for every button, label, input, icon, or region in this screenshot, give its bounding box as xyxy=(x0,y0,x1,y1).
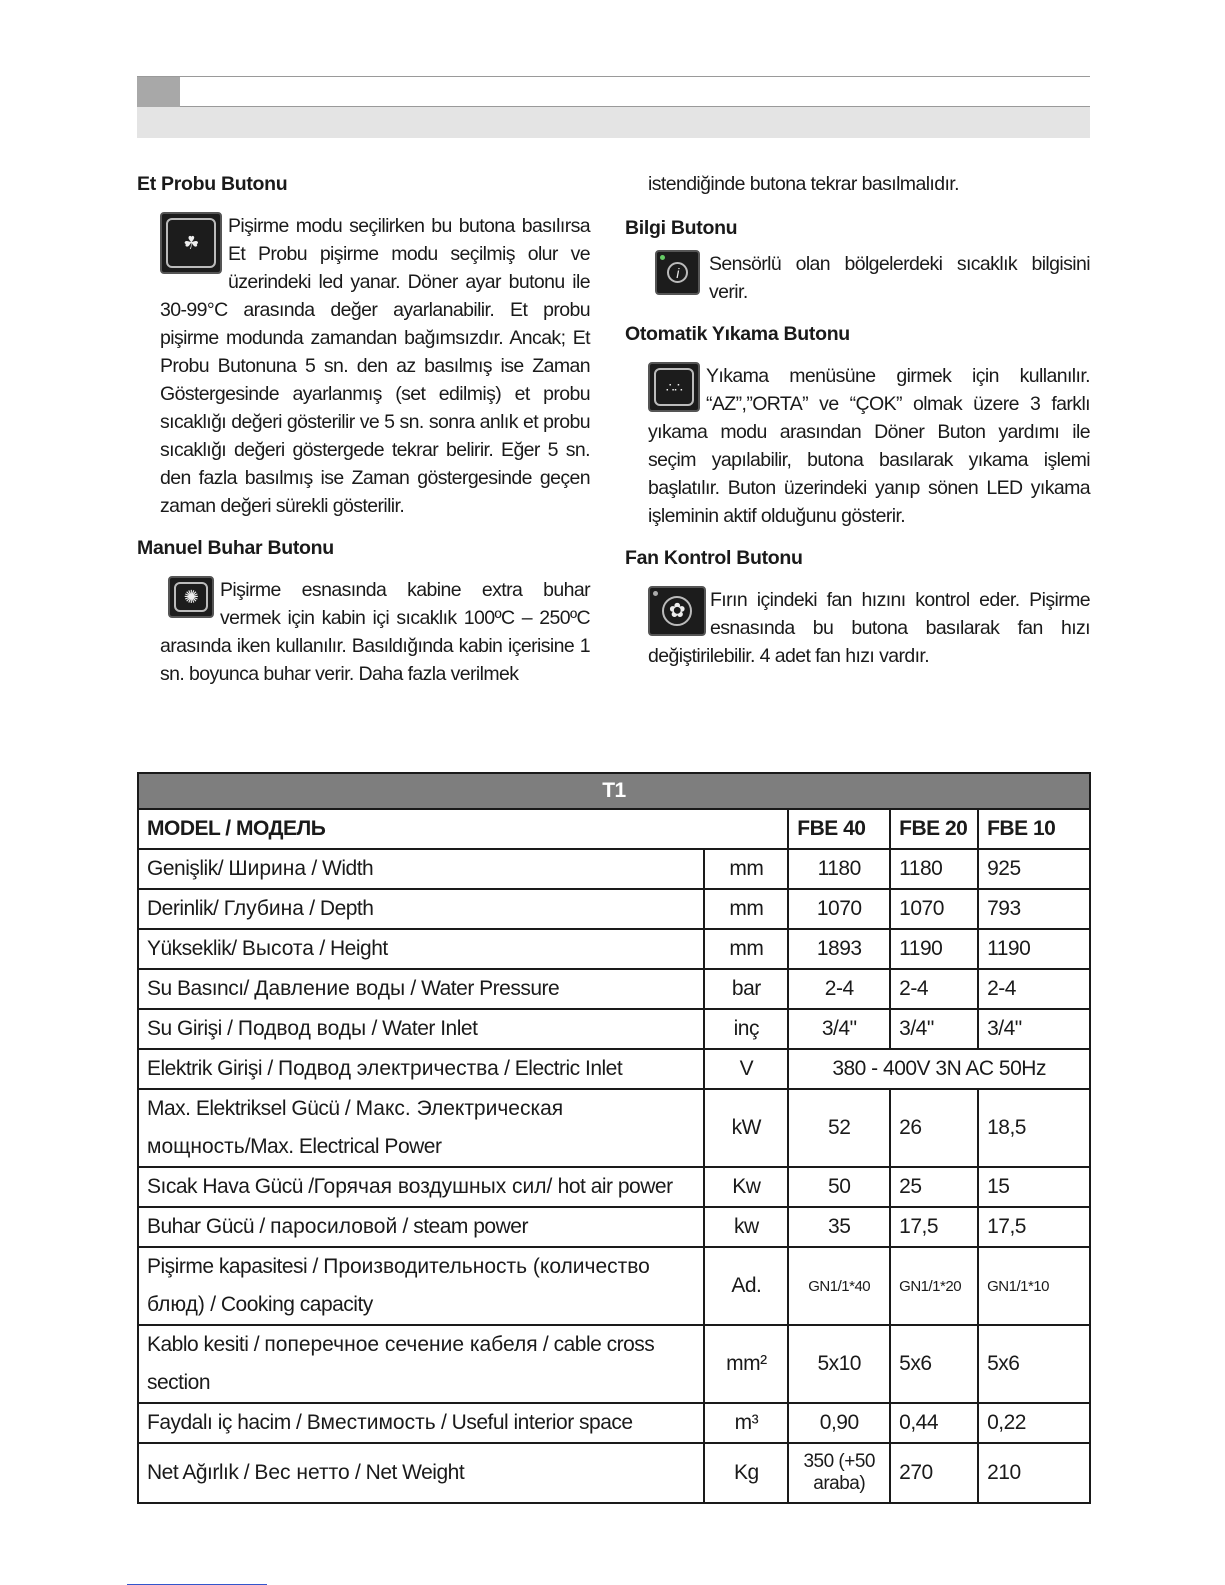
spec-unit: m³ xyxy=(704,1403,788,1443)
table-row xyxy=(138,1049,1090,1089)
steam-button-text: Pişirme esnasında kabine extra buhar vermek için kabin içi sıcaklık 100ºC – 250ºC arasında iken kullanılır. Basıldığında kabin içerisine 1 sn. boyunca buhar verir. Daha fazla verilmek xyxy=(160,579,590,685)
spec-label-tr: Max. Elektriksel Gücü / xyxy=(147,1097,356,1120)
spec-value-fbe40: 5x10 xyxy=(788,1325,890,1403)
spec-value-fbe10: 2-4 xyxy=(978,969,1090,1009)
spec-label xyxy=(138,929,704,969)
wash-button-text: Yıkama menüsüne girmek için kullanılır. “AZ”,”ORTA” ve “ÇOK” olmak üzere 3 farklı yıkama modu arasından Döner Buton yardımı ile seçim yapılabilir, butona basılarak yıkama işlemi başlatılır. Buton üzerindeki yanıp sönen LED yıkama işleminin aktif olduğunu gösterir. xyxy=(648,365,1090,527)
table-row xyxy=(138,1403,1090,1443)
spec-label-ru: Подвод электричества xyxy=(278,1057,499,1080)
steam-spray-icon: ✺ xyxy=(168,576,214,618)
spec-value-fbe20: 1190 xyxy=(890,929,978,969)
steam-button-heading: Manuel Buhar Butonu xyxy=(137,537,334,559)
spec-label-ru: Макс. Электрическая мощность xyxy=(147,1097,564,1158)
wash-button-description xyxy=(648,362,1090,530)
spec-label-en: / Useful interior space xyxy=(435,1411,633,1434)
spec-unit: kW xyxy=(704,1089,788,1167)
spec-value-fbe10: 5x6 xyxy=(978,1325,1090,1403)
spec-unit: mm xyxy=(704,889,788,929)
probe-button-description xyxy=(160,212,590,520)
spec-rows xyxy=(138,849,1090,1503)
spec-label-tr: Faydalı iç hacim / xyxy=(147,1411,307,1434)
table-row xyxy=(138,1009,1090,1049)
spec-label-ru: Глубина xyxy=(223,897,304,920)
table-row xyxy=(138,1207,1090,1247)
spec-value-fbe20: 17,5 xyxy=(890,1207,978,1247)
spec-label xyxy=(138,1325,704,1403)
spec-value-fbe20: 26 xyxy=(890,1089,978,1167)
spec-label-en: / Width xyxy=(306,857,374,880)
spec-label xyxy=(138,889,704,929)
table-title: T1 xyxy=(138,773,1090,809)
spec-label-tr: Elektrik Girişi / xyxy=(147,1057,279,1080)
spec-label xyxy=(138,1403,704,1443)
spec-unit: Ad. xyxy=(704,1247,788,1325)
fan-button-text: Fırın içindeki fan hızını kontrol eder. Pişirme esnasında bu butona basılarak fan hızı değiştirilebilir. 4 adet fan hızı vardır. xyxy=(648,589,1090,667)
table-row xyxy=(138,1325,1090,1403)
spec-value-fbe20: 1180 xyxy=(890,849,978,889)
spec-label-ru: Производительность (количество блюд) xyxy=(147,1255,650,1316)
spec-label xyxy=(138,1089,704,1167)
spec-label-tr: Yükseklik/ xyxy=(147,937,242,960)
spec-unit: inç xyxy=(704,1009,788,1049)
table-title-row xyxy=(138,773,1090,809)
spec-label xyxy=(138,1049,704,1089)
model-header: MODEL / МОДЕЛЬ xyxy=(138,809,788,849)
table-row xyxy=(138,1247,1090,1325)
spec-label-en: / Water Inlet xyxy=(366,1017,478,1040)
spec-value-fbe40: 3/4" xyxy=(788,1009,890,1049)
spec-label-en: hot air power xyxy=(552,1175,673,1198)
spec-label xyxy=(138,969,704,1009)
auto-wash-icon: ∴∴ xyxy=(648,362,700,412)
probe-button-heading: Et Probu Butonu xyxy=(137,173,288,195)
steam-continued-text: istendiğinde butona tekrar basılmalıdır. xyxy=(648,173,959,195)
model-fbe20: FBE 20 xyxy=(890,809,978,849)
spec-label xyxy=(138,1207,704,1247)
spec-unit: kw xyxy=(704,1207,788,1247)
spec-label-tr: Sıcak Hava Gücü / xyxy=(147,1175,314,1198)
spec-label xyxy=(138,1167,704,1207)
meat-probe-icon: ☘ xyxy=(160,212,222,274)
spec-value-fbe40: 52 xyxy=(788,1089,890,1167)
spec-value-fbe40: 1070 xyxy=(788,889,890,929)
spec-label-en: / cable cross section xyxy=(147,1333,655,1394)
table-row xyxy=(138,1167,1090,1207)
spec-label-tr: Su Girişi / xyxy=(147,1017,238,1040)
spec-label-tr: Kablo kesiti / xyxy=(147,1333,265,1356)
spec-value-fbe40: 35 xyxy=(788,1207,890,1247)
spec-unit: Kg xyxy=(704,1443,788,1503)
spec-value-fbe40: 1180 xyxy=(788,849,890,889)
table-row xyxy=(138,929,1090,969)
spec-value-fbe20: 25 xyxy=(890,1167,978,1207)
left-column xyxy=(137,170,590,688)
spec-label-en: / Height xyxy=(314,937,388,960)
spec-label-en: / Depth xyxy=(303,897,374,920)
spec-label-ru: Горячая воздушных сил/ xyxy=(313,1175,553,1198)
spec-unit: bar xyxy=(704,969,788,1009)
spec-label-ru: Вес нетто xyxy=(254,1461,350,1484)
spec-value-fbe10: 0,22 xyxy=(978,1403,1090,1443)
table-row xyxy=(138,1443,1090,1503)
spec-value-fbe10: 793 xyxy=(978,889,1090,929)
table-row xyxy=(138,969,1090,1009)
spec-value-fbe20: 270 xyxy=(890,1443,978,1503)
spec-value-fbe10: 15 xyxy=(978,1167,1090,1207)
spec-value-fbe10: 18,5 xyxy=(978,1089,1090,1167)
spec-value-all: 380 - 400V 3N AC 50Hz xyxy=(788,1049,1090,1089)
spec-unit: V xyxy=(704,1049,788,1089)
spec-value-fbe40: GN1/1*40 xyxy=(788,1247,890,1325)
table-row xyxy=(138,1089,1090,1167)
header-band xyxy=(137,107,1090,138)
spec-label-ru: Ширина xyxy=(228,857,307,880)
table-header-row xyxy=(138,809,1090,849)
table-row xyxy=(138,889,1090,929)
spec-label-en: / steam power xyxy=(397,1215,528,1238)
spec-label xyxy=(138,1443,704,1503)
fan-button-description xyxy=(648,586,1090,670)
wash-button-heading: Otomatik Yıkama Butonu xyxy=(625,323,850,345)
spec-label-tr: Derinlik/ xyxy=(147,897,224,920)
spec-value-fbe10: GN1/1*10 xyxy=(978,1247,1090,1325)
spec-label-ru: Давление воды xyxy=(254,977,406,1000)
spec-value-fbe10: 3/4" xyxy=(978,1009,1090,1049)
spec-label-en: / Net Weight xyxy=(349,1461,465,1484)
fan-button-heading: Fan Kontrol Butonu xyxy=(625,547,803,569)
spec-value-fbe10: 210 xyxy=(978,1443,1090,1503)
steam-button-description xyxy=(160,576,590,688)
fan-icon: ✿ xyxy=(648,586,706,636)
spec-label-ru: паросиловой xyxy=(270,1215,398,1238)
model-fbe10: FBE 10 xyxy=(978,809,1090,849)
spec-value-fbe20: 5x6 xyxy=(890,1325,978,1403)
spec-label-tr: Su Basıncı/ xyxy=(147,977,255,1000)
spec-value-fbe10: 1190 xyxy=(978,929,1090,969)
spec-value-fbe20: 2-4 xyxy=(890,969,978,1009)
spec-value-fbe20: GN1/1*20 xyxy=(890,1247,978,1325)
spec-value-fbe20: 3/4" xyxy=(890,1009,978,1049)
spec-label-en: / Cooking capacity xyxy=(204,1293,373,1316)
spec-unit: mm² xyxy=(704,1325,788,1403)
spec-label xyxy=(138,849,704,889)
spec-value-fbe40: 1893 xyxy=(788,929,890,969)
info-icon: i xyxy=(655,250,700,295)
info-button-heading: Bilgi Butonu xyxy=(625,217,738,239)
spec-unit: Kw xyxy=(704,1167,788,1207)
spec-unit: mm xyxy=(704,929,788,969)
info-button-description xyxy=(655,250,1090,306)
spec-label-tr: Pişirme kapasitesi / xyxy=(147,1255,324,1278)
spec-label-ru: Подвод воды xyxy=(237,1017,367,1040)
header-rule-top xyxy=(137,76,1090,77)
spec-label-tr: Net Ağırlık / xyxy=(147,1461,255,1484)
spec-value-fbe40: 0,90 xyxy=(788,1403,890,1443)
spec-label-ru: поперечное сечение кабеля xyxy=(264,1333,538,1356)
spec-value-fbe40: 350 (+50 araba) xyxy=(788,1443,890,1503)
spec-value-fbe20: 1070 xyxy=(890,889,978,929)
spec-label-en: / Electric Inlet xyxy=(498,1057,623,1080)
spec-value-fbe10: 17,5 xyxy=(978,1207,1090,1247)
spec-unit: mm xyxy=(704,849,788,889)
spec-label xyxy=(138,1247,704,1325)
spec-label-ru: Высота xyxy=(241,937,314,960)
table-row xyxy=(138,849,1090,889)
right-column xyxy=(625,170,1090,670)
spec-value-fbe20: 0,44 xyxy=(890,1403,978,1443)
spec-value-fbe40: 50 xyxy=(788,1167,890,1207)
spec-label xyxy=(138,1009,704,1049)
header-section-marker xyxy=(137,77,180,107)
spec-table xyxy=(137,772,1091,1504)
spec-label-ru: Вместимость xyxy=(306,1411,436,1434)
spec-label-tr: Genişlik/ xyxy=(147,857,229,880)
spec-value-fbe10: 925 xyxy=(978,849,1090,889)
info-button-text: Sensörlü olan bölgelerdeki sıcaklık bilgisini verir. xyxy=(709,253,1090,303)
model-fbe40: FBE 40 xyxy=(788,809,890,849)
spec-label-en: / Water Pressure xyxy=(405,977,560,1000)
spec-value-fbe40: 2-4 xyxy=(788,969,890,1009)
spec-label-en: /Max. Electrical Power xyxy=(244,1135,442,1158)
probe-button-text: Pişirme modu seçilirken bu butona basılırsa Et Probu pişirme modu seçilmiş olur ve üzerindeki led yanar. Döner ayar butonu ile 30-99°C arasında değer ayarlanabilir. Et probu pişirme modunda zamandan bağımsızdır. Ancak; Et Probu Butonuna 5 sn. den az basılmış ise Zaman Göstergesinde ayarlanmış (set edilmiş) et probu sıcaklığı değeri gösterilir ve 5 sn. sonra anlık et probu sıcaklığı değeri göstergede tekrar belirir. Eğer 5 sn. den fazla basılmış ise Zaman göstergesinde geçen zaman değeri sürekli gösterilir. xyxy=(160,215,590,517)
spec-label-tr: Buhar Gücü / xyxy=(147,1215,271,1238)
